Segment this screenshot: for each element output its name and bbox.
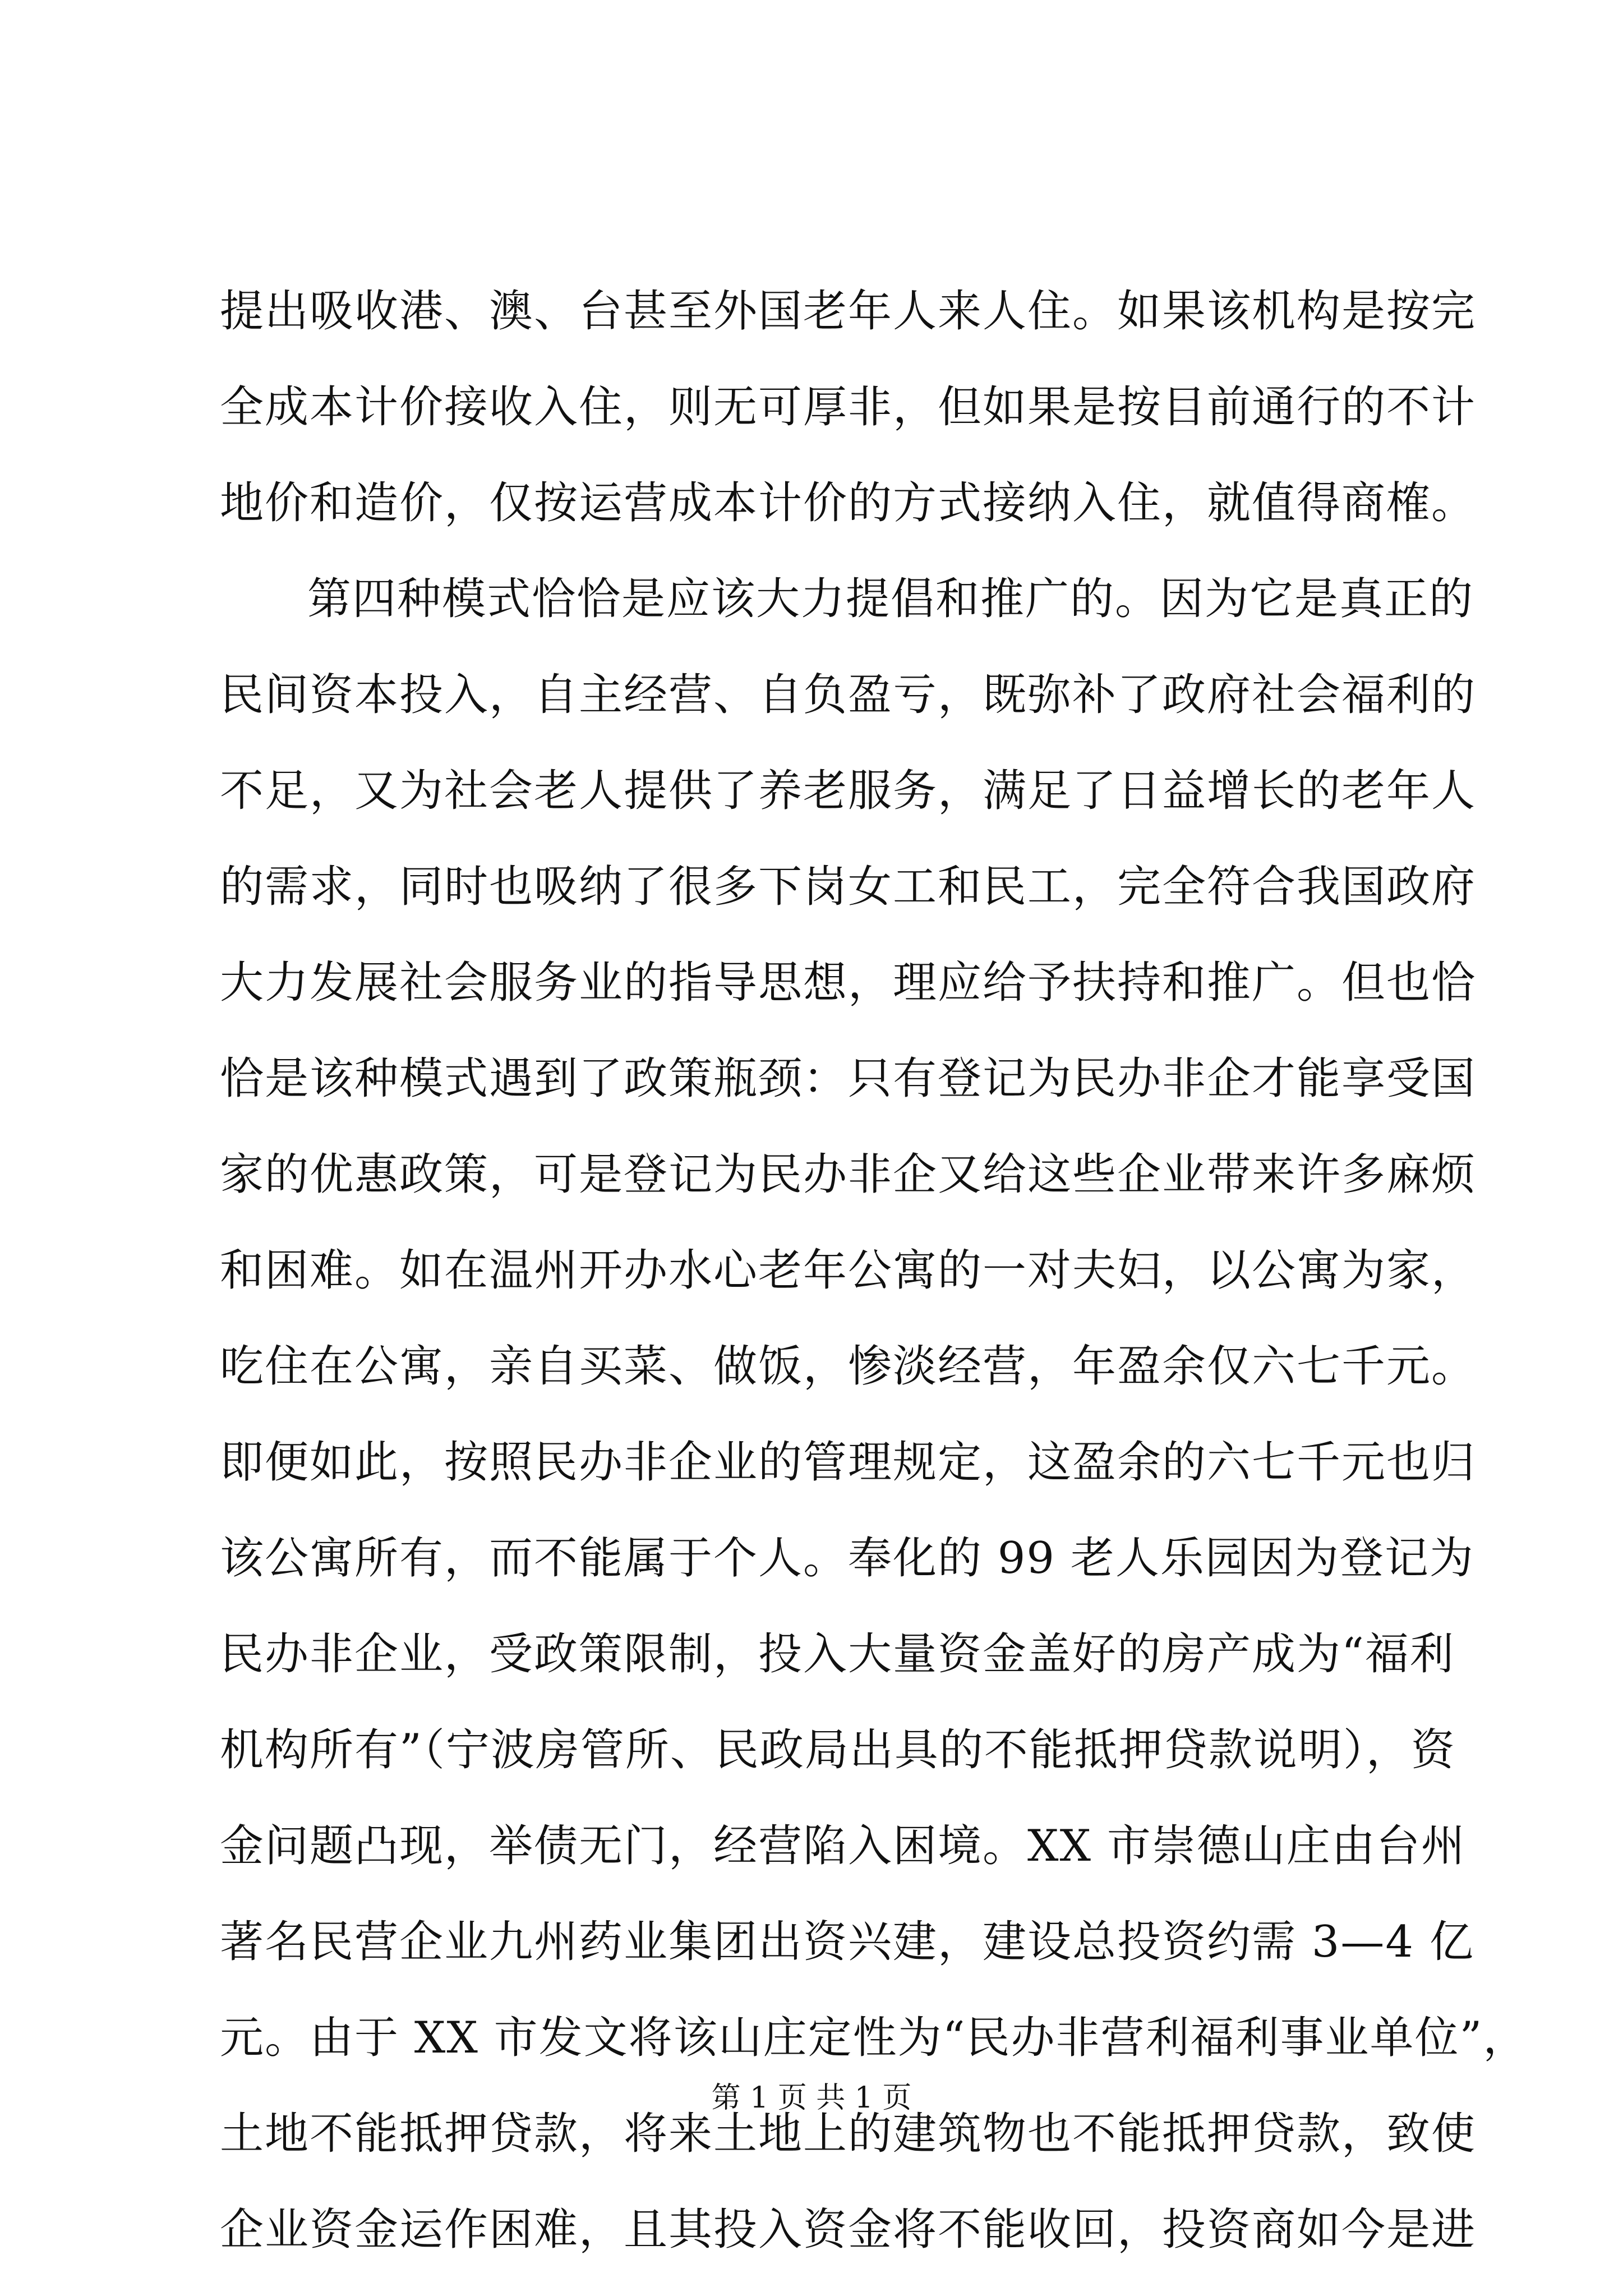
text-line: 恰是该种模式遇到了政策瓶颈：只有登记为民办非企才能享受国 <box>220 1053 1477 1104</box>
text-line: 土地不能抵押贷款，将来土地上的建筑物也不能抵押贷款，致使 <box>220 2109 1477 2159</box>
text-line: 元。由于 XX 市发文将该山庄定性为“民办非营利福利事业单位”， <box>220 2013 1528 2063</box>
text-line: 不足，又为社会老人提供了养老服务，满足了日益增长的老年人 <box>220 766 1477 816</box>
text-line: 全成本计价接收入住，则无可厚非，但如果是按目前通行的不计 <box>220 382 1477 432</box>
text-line: 企业资金运作困难，且其投入资金将不能收回，投资商如今是进 <box>220 2205 1477 2255</box>
text-line: 家的优惠政策，可是登记为民办非企又给这些企业带来许多麻烦 <box>220 1149 1477 1200</box>
text-line: 该公寓所有，而不能属于个人。奉化的 99 老人乐园因为登记为 <box>220 1533 1474 1584</box>
body-text <box>220 264 1528 2278</box>
text-line: 民办非企业，受政策限制，投入大量资金盖好的房产成为“福利 <box>220 1629 1455 1680</box>
text-line: 机构所有”（宁波房管所、民政局出具的不能抵押贷款说明），资 <box>220 1725 1456 1775</box>
text-line: 大力发展社会服务业的指导思想，理应给予扶持和推广。但也恰 <box>220 958 1477 1008</box>
text-line: 民间资本投入，自主经营、自负盈亏，既弥补了政府社会福利的 <box>220 670 1477 720</box>
text-line: 吃住在公寓，亲自买菜、做饭，惨淡经营，年盈余仅六七千元。 <box>220 1341 1477 1392</box>
text-line: 即便如此，按照民办非企业的管理规定，这盈余的六七千元也归 <box>220 1437 1477 1488</box>
text-line: 提出吸收港、澳、台甚至外国老年人来人住。如果该机构是按完 <box>220 286 1477 337</box>
text-line: 的需求，同时也吸纳了很多下岗女工和民工，完全符合我国政府 <box>220 862 1477 912</box>
text-line: 地价和造价，仅按运营成本计价的方式接纳入住，就值得商榷。 <box>220 478 1477 528</box>
text-line: 著名民营企业九州药业集团出资兴建，建设总投资约需 3—4 亿 <box>220 1917 1474 1967</box>
page-footer: 第 1 页 共 1 页 <box>711 2081 912 2115</box>
text-line: 金问题凸现，举债无门，经营陷入困境。XX 市崇德山庄由台州 <box>220 1821 1466 1871</box>
text-line: 和困难。如在温州开办水心老年公寓的一对夫妇，以公寓为家， <box>220 1245 1477 1296</box>
paragraph-first-line: 第四种模式恰恰是应该大力提倡和推广的。因为它是真正的 <box>307 574 1474 624</box>
